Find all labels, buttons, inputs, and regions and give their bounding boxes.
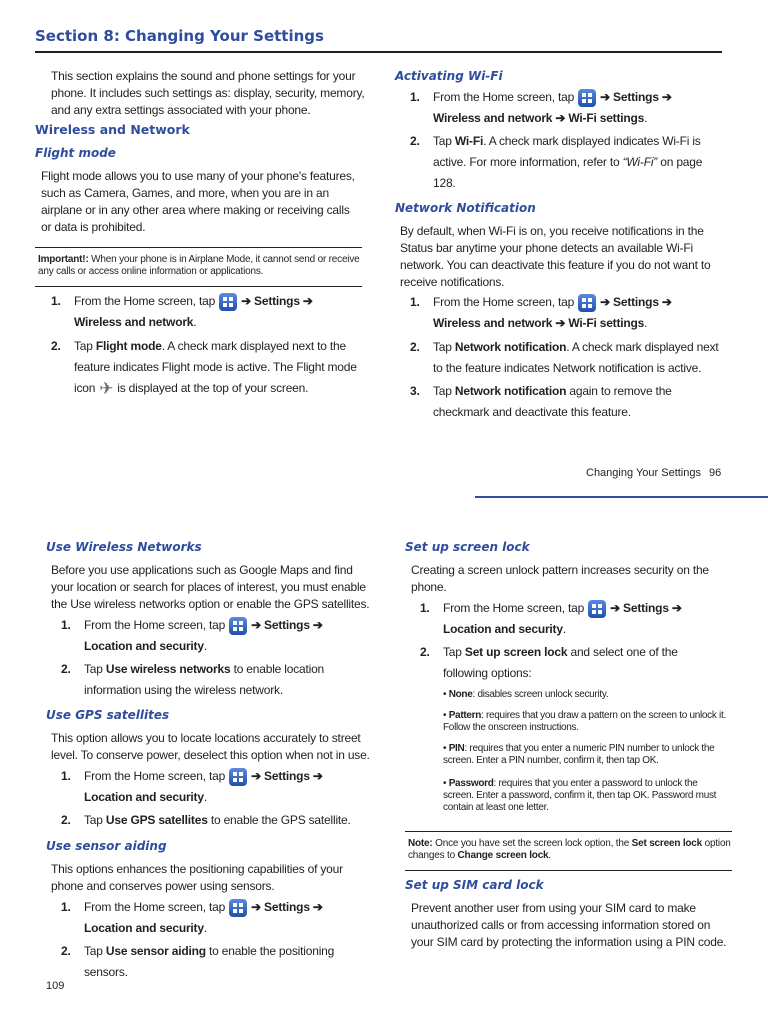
sim-lock-paragraph: Prevent another user from using your SIM card to make unauthorized calls or from accessing information stored on your SIM card by protecting the information using a PIN code. — [411, 901, 727, 949]
important-note — [35, 247, 362, 287]
section-title: Section 8: Changing Your Settings — [35, 27, 324, 45]
use-gps-paragraph: This option allows you to locate locations accurately to street level. To conserve power, deselect this option when not in use. — [51, 731, 370, 762]
bullet-none: • None: disables screen unlock security. — [443, 689, 609, 700]
screen-lock-note: Note: Once you have set the screen lock option, the Set screen lock option changes to Change screen lock. — [405, 831, 732, 871]
use-wireless-paragraph: Before you use applications such as Google Maps and find your location or search for places of interest, you must enable the Use wireless networks option or enable the GPS satellites. — [51, 563, 370, 611]
bullet-password: • Password: requires that you enter a password to unlock the screen. Enter a password, confirm it, then tap OK. Password must contain at least one letter. — [443, 778, 717, 813]
apps-grid-icon[interactable] — [229, 768, 247, 786]
netnotif-step-2: 2. Tap Network notification. A check mark displayed next to the feature indicates Network notification is active. — [410, 340, 719, 375]
apps-grid-icon[interactable] — [578, 89, 596, 107]
screen-lock-heading: Set up screen lock — [405, 540, 530, 554]
sensor-step-1: 1. From the Home screen, tap ➔ Settings ➔ Location and security. — [61, 900, 323, 935]
footer-page-number: 96 — [709, 467, 722, 479]
screen-lock-paragraph: Creating a screen unlock pattern increases security on the phone. — [411, 563, 709, 594]
airplane-icon: ✈ — [99, 379, 114, 399]
network-notification-paragraph: By default, when Wi-Fi is on, you receive notifications in the Status bar anytime your phone detects an available Wi-Fi network. You can deactivate this feature if you do not want to receive notifications. — [400, 224, 711, 289]
wifi-reference-link[interactable]: “Wi-Fi” — [622, 155, 658, 169]
flight-step-1: 1. From the Home screen, tap ➔ Settings ➔ Wireless and network. — [51, 294, 313, 329]
screenlock-step-1: 1. From the Home screen, tap ➔ Settings ➔ Location and security. — [420, 601, 682, 636]
gps-step-2: 2. Tap Use GPS satellites to enable the GPS satellite. — [61, 813, 351, 827]
wifi-step-1: 1. From the Home screen, tap ➔ Settings ➔ Wireless and network ➔ Wi-Fi settings. — [410, 90, 672, 125]
use-wireless-step-2: 2. Tap Use wireless networks to enable location information using the wireless network. — [61, 662, 325, 697]
use-sensor-heading: Use sensor aiding — [46, 839, 167, 853]
apps-grid-icon[interactable] — [578, 294, 596, 312]
use-wireless-networks-heading: Use Wireless Networks — [46, 540, 202, 554]
sensor-step-2: 2. Tap Use sensor aiding to enable the positioning sensors. — [61, 944, 335, 979]
netnotif-step-3: 3. Tap Network notification again to remove the checkmark and deactivate this feature. — [410, 384, 672, 419]
netnotif-step-1: 1. From the Home screen, tap ➔ Settings ➔ Wireless and network ➔ Wi-Fi settings. — [410, 295, 672, 330]
bullet-pin: • PIN: requires that you enter a numeric PIN number to unlock the screen. Enter a PIN number, confirm it, then tap OK. — [443, 743, 715, 766]
bullet-pattern: • Pattern: requires that you draw a pattern on the screen to unlock it. Follow the onscreen instructions. — [443, 710, 726, 733]
footer-section-label: Changing Your Settings — [586, 467, 701, 479]
title-rule — [35, 51, 722, 53]
important-text: When your phone is in Airplane Mode, it cannot send or receive any calls or access online information or applications. — [38, 254, 360, 277]
activating-wifi-heading: Activating Wi-Fi — [395, 69, 503, 83]
use-wireless-step-1: 1. From the Home screen, tap ➔ Settings ➔ Location and security. — [61, 618, 323, 653]
gps-step-1: 1. From the Home screen, tap ➔ Settings ➔ Location and security. — [61, 769, 323, 804]
intro-paragraph: This section explains the sound and phone settings for your phone. It includes such settings as: display, security, memory, and any extra settings associated with your phone. — [51, 69, 365, 117]
flight-mode-paragraph: Flight mode allows you to use many of your phone's features, such as Camera, Games, and more, when you are in an airplane or in any other area where making or receiving calls or data is prohibited. — [41, 169, 355, 234]
sim-lock-heading: Set up SIM card lock — [405, 878, 544, 892]
flight-step-2: 2. Tap Flight mode. A check mark displayed next to the feature indicates Flight mode is active. The Flight mode icon ✈ is displayed at the top of your screen. — [51, 339, 357, 399]
wireless-network-heading: Wireless and Network — [35, 122, 190, 137]
apps-grid-icon[interactable] — [219, 293, 237, 311]
footer-page-number-bottom: 109 — [46, 980, 65, 992]
flight-mode-heading: Flight mode — [35, 146, 116, 160]
use-sensor-paragraph: This options enhances the positioning capabilities of your phone and conserves power using sensors. — [51, 862, 343, 893]
apps-grid-icon[interactable] — [229, 617, 247, 635]
apps-grid-icon[interactable] — [229, 899, 247, 917]
use-gps-heading: Use GPS satellites — [46, 708, 170, 722]
footer-rule — [475, 496, 768, 498]
network-notification-heading: Network Notification — [395, 201, 536, 215]
screenlock-step-2: 2. Tap Set up screen lock and select one of the following options: — [420, 645, 678, 680]
apps-grid-icon[interactable] — [588, 600, 606, 618]
important-label: Important!: — [38, 254, 89, 265]
wifi-step-2: 2. Tap Wi-Fi. A check mark displayed indicates Wi-Fi is active. For more information, refer to “Wi-Fi” on page 128. — [410, 134, 703, 190]
